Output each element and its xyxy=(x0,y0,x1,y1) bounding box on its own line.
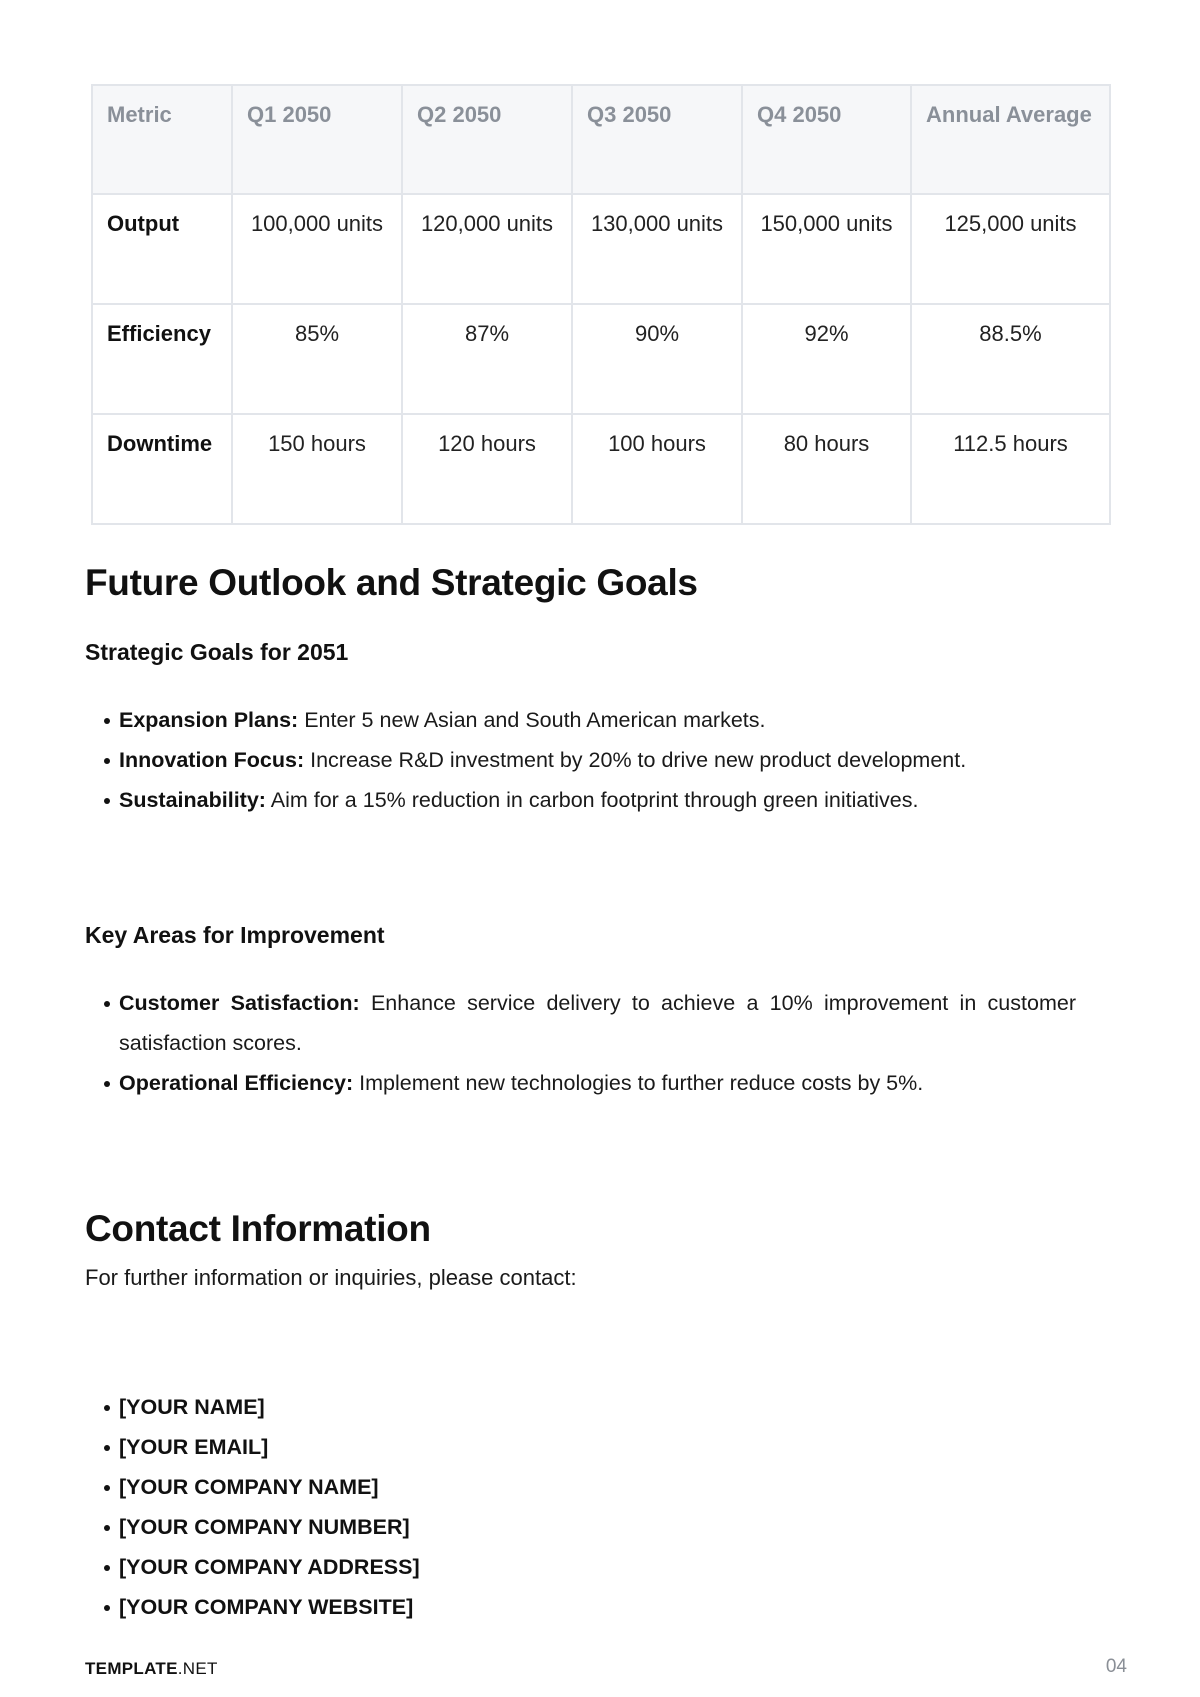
table-cell: 120 hours xyxy=(402,414,572,524)
contact-heading: Contact Information xyxy=(85,1208,431,1249)
metrics-table xyxy=(91,84,1111,525)
list-item xyxy=(100,780,1076,820)
list-item xyxy=(100,1387,1076,1427)
table-cell: 150 hours xyxy=(232,414,402,524)
table-cell: 130,000 units xyxy=(572,194,742,304)
goal-label: Innovation Focus: xyxy=(119,748,305,772)
goal-text: Increase R&D investment by 20% to drive new product development. xyxy=(304,748,967,772)
list-item xyxy=(100,1427,1076,1467)
improvement-label: Operational Efficiency: xyxy=(119,1071,354,1095)
table-header-cell: Annual Average xyxy=(911,85,1110,194)
improvement-text: Enhance service delivery to achieve a 10% improvement in customer satisfaction scores. xyxy=(119,991,1076,1055)
improvement-label: Customer Satisfaction: xyxy=(119,991,360,1015)
row-label-efficiency: Efficiency xyxy=(92,304,232,414)
goal-text: Enter 5 new Asian and South American markets. xyxy=(298,708,766,732)
list-item xyxy=(100,740,1076,780)
improvement-heading: Key Areas for Improvement xyxy=(85,922,385,948)
table-row xyxy=(92,194,1110,304)
table-cell: 90% xyxy=(572,304,742,414)
table-cell: 100 hours xyxy=(572,414,742,524)
improvement-text: Implement new technologies to further reduce costs by 5%. xyxy=(353,1071,924,1095)
goal-label: Expansion Plans: xyxy=(119,708,299,732)
contact-company-address: [YOUR COMPANY ADDRESS] xyxy=(119,1555,420,1579)
table-cell: 85% xyxy=(232,304,402,414)
contact-company-website: [YOUR COMPANY WEBSITE] xyxy=(119,1595,414,1619)
list-item xyxy=(100,983,1076,1063)
table-header-cell: Q1 2050 xyxy=(232,85,402,194)
row-label-downtime: Downtime xyxy=(92,414,232,524)
contact-email: [YOUR EMAIL] xyxy=(119,1435,269,1459)
table-cell: 112.5 hours xyxy=(911,414,1110,524)
table-header-cell: Q3 2050 xyxy=(572,85,742,194)
contact-name: [YOUR NAME] xyxy=(119,1395,265,1419)
strategic-goals-heading: Strategic Goals for 2051 xyxy=(85,639,349,665)
contact-company-number: [YOUR COMPANY NUMBER] xyxy=(119,1515,410,1539)
table-header-cell: Q4 2050 xyxy=(742,85,911,194)
brand-bold: TEMPLATE xyxy=(85,1659,178,1678)
table-cell: 80 hours xyxy=(742,414,911,524)
list-item xyxy=(100,1063,1076,1103)
list-item xyxy=(100,1547,1076,1587)
goal-label: Sustainability: xyxy=(119,788,266,812)
table-row xyxy=(92,414,1110,524)
strategic-goals-list xyxy=(100,700,1076,820)
list-item xyxy=(100,1507,1076,1547)
table-row xyxy=(92,304,1110,414)
list-item xyxy=(100,700,1076,740)
goal-text: Aim for a 15% reduction in carbon footprint through green initiatives. xyxy=(265,788,919,812)
table-cell: 87% xyxy=(402,304,572,414)
table-cell: 88.5% xyxy=(911,304,1110,414)
contact-company-name: [YOUR COMPANY NAME] xyxy=(119,1475,379,1499)
table-cell: 92% xyxy=(742,304,911,414)
brand-suffix: .NET xyxy=(177,1659,218,1678)
table-cell: 150,000 units xyxy=(742,194,911,304)
table-cell: 100,000 units xyxy=(232,194,402,304)
improvement-list xyxy=(100,983,1076,1103)
outlook-heading: Future Outlook and Strategic Goals xyxy=(85,562,698,603)
table-cell: 120,000 units xyxy=(402,194,572,304)
table-cell: 125,000 units xyxy=(911,194,1110,304)
footer-brand-logo xyxy=(85,1659,218,1679)
contact-intro: For further information or inquiries, please contact: xyxy=(85,1265,577,1290)
contact-list xyxy=(100,1387,1076,1627)
page-number: 04 xyxy=(1105,1656,1127,1677)
table-header-cell: Q2 2050 xyxy=(402,85,572,194)
table-header-row xyxy=(92,85,1110,194)
table-header-cell: Metric xyxy=(92,85,232,194)
list-item xyxy=(100,1587,1076,1627)
row-label-output: Output xyxy=(92,194,232,304)
list-item xyxy=(100,1467,1076,1507)
